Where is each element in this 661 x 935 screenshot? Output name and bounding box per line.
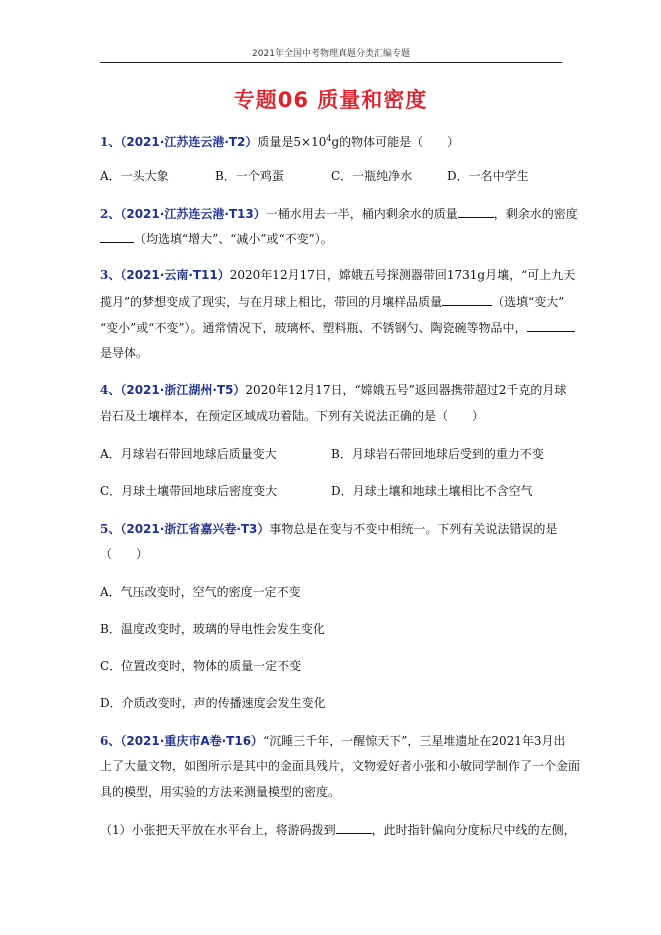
answer-blank[interactable]	[527, 319, 575, 332]
question-text: “沉睡三千年，一醒惊天下”，三星堆遗址在2021年3月出	[263, 734, 566, 748]
question-text: ，剩余水的密度	[493, 207, 578, 221]
question-text: 揽月”的梦想变成了现实，与在月球上相比，带回的月壤样品质量	[100, 295, 443, 309]
option-c: C．月球土壤带回地球后密度变大	[100, 484, 278, 498]
question-3-line-3	[100, 319, 575, 336]
question-3	[100, 267, 575, 283]
question-number: 2、	[100, 207, 121, 221]
question-6-sub-1	[100, 821, 576, 838]
question-1	[100, 131, 459, 150]
question-text: （1）小张把天平放在水平台上，将游码拨到	[100, 823, 336, 837]
option-b: B．月球岩石带回地球后受到的重力不变	[331, 447, 544, 461]
option-c: C．位置改变时，物体的质量一定不变	[100, 659, 302, 673]
question-number: 4、	[100, 383, 121, 397]
answer-blank[interactable]	[336, 821, 372, 834]
question-text: “变小”或“不变”）。通常情况下，玻璃杯、塑料瓶、不锈钢勺、陶瓷碗等物品中，	[100, 321, 527, 335]
question-text: 质量是5×10	[257, 135, 327, 149]
option-b: B．温度改变时，玻璃的导电性会发生变化	[100, 622, 325, 636]
option-d: D．一名中学生	[447, 169, 529, 183]
question-number: 1、	[100, 135, 121, 149]
question-text: 2020年12月17日，嫦娥五号探测器带回1731g月壤，“可上九天	[229, 268, 576, 282]
question-text: 2020年12月17日，“嫦娥五号”返回器携带超过2千克的月球	[245, 383, 567, 397]
option-c: C．一瓶纯净水	[331, 169, 413, 183]
question-2	[100, 205, 578, 222]
question-6-line-3: 具的模型，用实验的方法来测量模型的密度。	[100, 785, 341, 799]
option-d: D．介质改变时，声的传播速度会发生变化	[100, 696, 326, 710]
question-source: （2021·江苏连云港·T2）	[120, 135, 258, 149]
question-3-line-4: 是导体。	[100, 346, 149, 360]
answer-blank[interactable]	[458, 205, 494, 218]
question-source: （2021·浙江湖州·T5）	[120, 383, 246, 397]
question-3-line-2	[100, 293, 564, 310]
question-text: g的物体可能是（ ）	[331, 135, 460, 149]
exponent: 4	[326, 134, 332, 143]
question-4	[100, 382, 566, 398]
question-4-line-2: 岩石及土壤样本，在预定区域成功着陆。下列有关说法正确的是（ ）	[100, 409, 485, 423]
question-number: 5、	[100, 522, 121, 536]
question-5	[100, 521, 557, 537]
question-source: （2021·浙江省嘉兴卷·T3）	[120, 522, 270, 536]
question-5-line-2: （ ）	[100, 547, 149, 561]
page-title: 专题06 质量和密度	[233, 88, 428, 112]
question-text: 事物总是在变与不变中相统一。下列有关说法错误的是	[269, 522, 558, 536]
question-number: 6、	[100, 734, 121, 748]
question-source: （2021·江苏连云港·T13）	[120, 207, 266, 221]
option-b: B．一个鸡蛋	[215, 169, 284, 183]
header-divider	[100, 62, 562, 63]
question-6-line-2: 上了大量文物，如图所示是其中的金面具残片，文物爱好者小张和小敏同学制作了一个金面	[100, 759, 581, 773]
option-a: A．一头大象	[100, 169, 169, 183]
question-text: ，此时指针偏向分度标尺中线的左侧，	[371, 823, 576, 837]
answer-blank[interactable]	[442, 293, 492, 306]
option-d: D．月球土壤和地球土壤相比不含空气	[331, 484, 533, 498]
question-source: （2021·云南·T11）	[120, 268, 230, 282]
question-text: （选填“变大”	[492, 295, 565, 309]
option-a: A．月球岩石带回地球后质量变大	[100, 447, 277, 461]
question-number: 3、	[100, 268, 121, 282]
question-text: 一桶水用去一半，桶内剩余水的质量	[265, 207, 458, 221]
question-6	[100, 733, 566, 749]
option-a: A．气压改变时，空气的密度一定不变	[100, 585, 301, 599]
answer-blank[interactable]	[100, 230, 134, 243]
question-2-line-2	[100, 230, 333, 247]
question-source: （2021·重庆市A卷·T16）	[120, 734, 264, 748]
question-text: （均选填“增大”、“减小”或“不变”）。	[134, 232, 333, 246]
page-header: 2021年全国中考物理真题分类汇编专题	[252, 49, 410, 59]
